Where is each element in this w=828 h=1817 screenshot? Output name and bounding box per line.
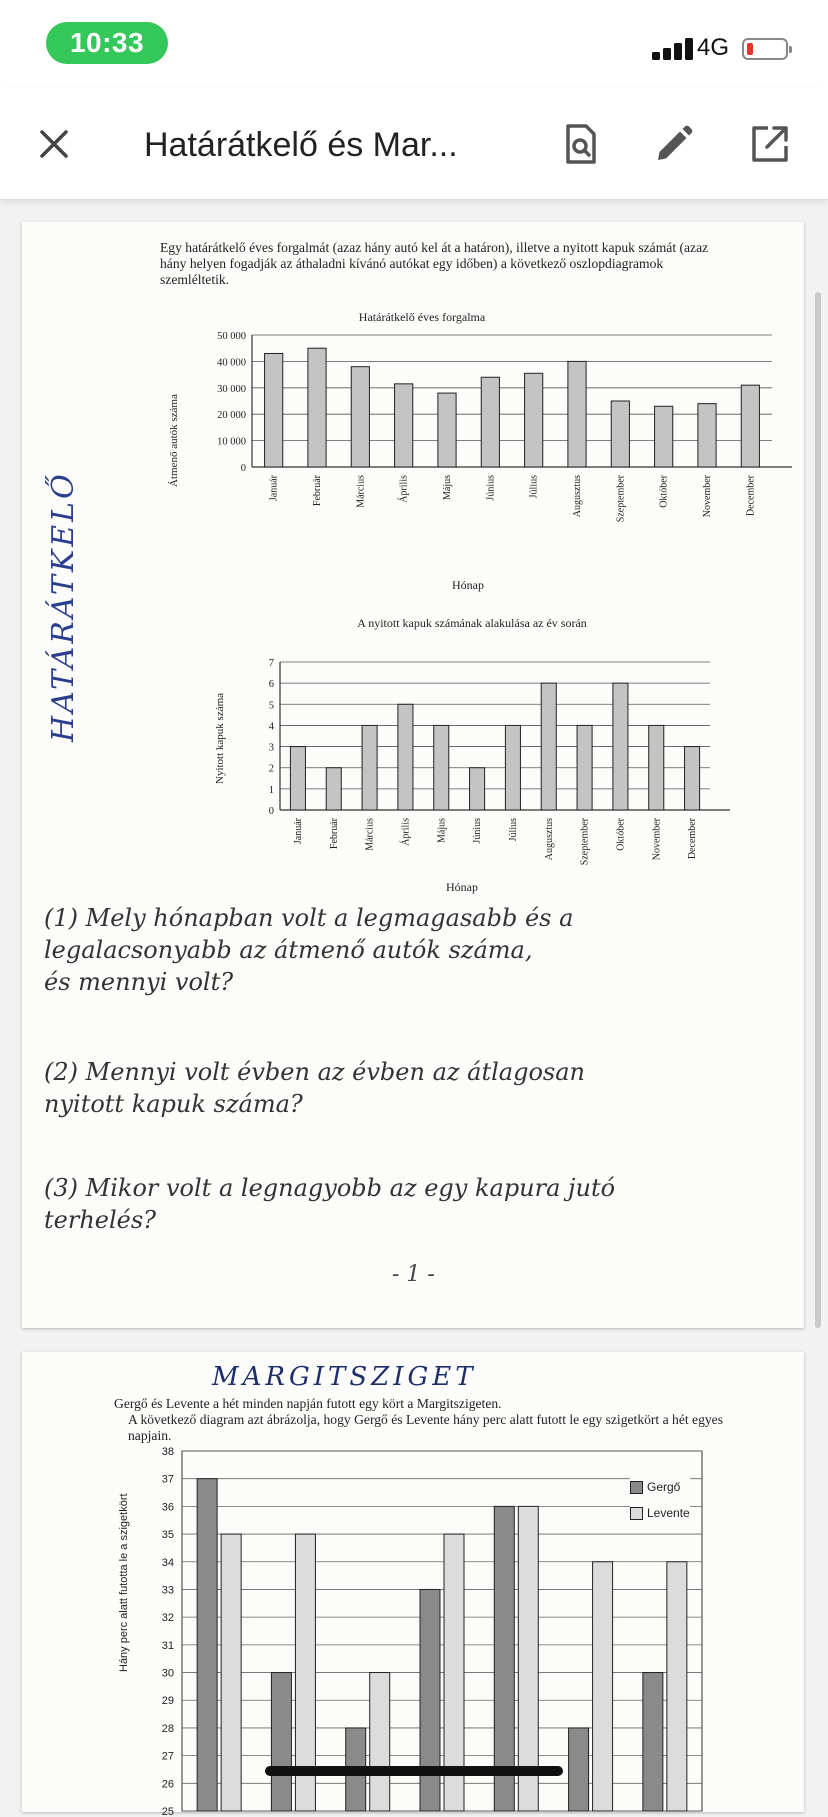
page2-intro-text: Gergő és Levente a hét minden napján futott egy kört a Margitszigeten. A következő diagram azt ábrázolja, hogy Gergő és Levente hány perc alatt futott le egy szigetkört a hét egyes napjain. [114, 1396, 723, 1443]
network-type: 4G [697, 34, 730, 61]
document-search-icon [558, 122, 602, 166]
chart2-title: A nyitott kapuk számának alakulása az év során [357, 616, 587, 630]
close-button[interactable] [34, 124, 74, 164]
bar [611, 401, 629, 467]
bar [655, 406, 673, 467]
x-tick-label: Április [400, 818, 412, 846]
x-tick-label: Augusztus [543, 818, 555, 861]
bar [434, 725, 449, 810]
bar [351, 367, 369, 467]
legend-item-levente: Levente [630, 1500, 690, 1526]
plot-frame [182, 1451, 702, 1811]
bar [525, 373, 543, 467]
bar [698, 404, 716, 467]
bar [569, 1728, 589, 1811]
open-external-button[interactable] [748, 122, 792, 166]
bar [326, 768, 341, 810]
question-2: (2) Mennyi volt évben az évben az átlagosan nyitott kapuk száma? [44, 1058, 585, 1118]
bar [577, 725, 592, 810]
bar [685, 747, 700, 810]
y-tick-label: 0 [268, 806, 274, 817]
bar [370, 1673, 390, 1811]
question-3: (3) Mikor volt a legnagyobb az egy kapura jutó terhelés? [44, 1174, 616, 1234]
question-1: (1) Mely hónapban volt a legmagasabb és a legalacsonyabb az átmenő autók száma, és mennyi volt? [44, 904, 574, 996]
x-tick-label: Január [268, 475, 280, 502]
y-tick-label: 2 [268, 763, 274, 775]
bar [613, 683, 628, 810]
bar [271, 1673, 291, 1811]
x-tick-label: Március [355, 475, 367, 508]
y-tick-label: 1 [268, 784, 274, 796]
y-tick-label: 29 [161, 1695, 174, 1708]
bar [505, 725, 520, 810]
bar [362, 725, 377, 810]
y-tick-label: 30 [161, 1667, 174, 1680]
bar [741, 385, 759, 467]
y-tick-label: 27 [161, 1750, 174, 1763]
handwritten-side-note: HATÁRÁTKELŐ [46, 471, 81, 742]
y-tick-label: 34 [161, 1556, 174, 1569]
chart1-y-axis-label: Átmenő autók száma [168, 394, 180, 487]
document-viewport[interactable] [0, 200, 828, 1817]
document-title: Határátkelő és Mar... [144, 126, 458, 164]
x-tick-label: December [745, 475, 757, 517]
bar [265, 353, 283, 467]
legend-item-gergo: Gergő [630, 1474, 690, 1500]
bar [568, 361, 586, 467]
x-tick-label: Május [436, 818, 448, 843]
bar [541, 683, 556, 810]
x-tick-label: November [651, 818, 663, 861]
search-in-document-button[interactable] [558, 122, 602, 166]
chart2-plot [232, 632, 732, 866]
bar [308, 348, 326, 467]
x-tick-label: Január [292, 818, 304, 845]
bar [395, 384, 413, 467]
y-tick-label: 7 [268, 658, 274, 669]
bar [593, 1562, 613, 1811]
scrollbar[interactable] [815, 292, 821, 1328]
chart3-legend [630, 1474, 690, 1526]
bar [649, 725, 664, 810]
home-indicator[interactable] [265, 1766, 563, 1776]
x-tick-label: Június [485, 475, 497, 501]
x-tick-label: Október [615, 818, 627, 851]
y-tick-label: 28 [161, 1722, 174, 1735]
chart3-y-axis-label: Hány perc alatt futotta le a szigetkört [118, 1493, 130, 1672]
x-tick-label: December [687, 818, 699, 860]
page-number: - 1 - [392, 1262, 435, 1287]
bar [481, 377, 499, 467]
signal-icon [652, 38, 694, 60]
bar [290, 747, 305, 810]
y-tick-label: 31 [161, 1639, 174, 1652]
x-tick-label: Március [364, 818, 376, 851]
pencil-icon [652, 122, 696, 166]
status-bar [0, 0, 828, 88]
y-tick-label: 10 000 [217, 436, 246, 448]
y-tick-label: 36 [161, 1501, 174, 1514]
viewer-toolbar [0, 88, 828, 200]
bar [438, 393, 456, 467]
y-tick-label: 3 [268, 742, 274, 754]
document-page-2 [22, 1352, 804, 1817]
bar [398, 704, 413, 810]
page2-handwritten-title: MARGITSZIGET [212, 1362, 477, 1392]
y-tick-label: 30 000 [217, 383, 246, 395]
x-tick-label: Április [398, 475, 410, 503]
x-tick-label: Október [658, 475, 670, 508]
y-tick-label: 4 [268, 721, 274, 733]
chart1-plot [192, 327, 757, 557]
y-tick-label: 35 [161, 1529, 174, 1542]
y-tick-label: 38 [161, 1446, 174, 1458]
x-tick-label: Július [507, 818, 519, 842]
y-tick-label: 6 [268, 679, 274, 691]
x-tick-label: Február [312, 475, 323, 507]
x-tick-label: Február [328, 818, 340, 850]
y-tick-label: 25 [161, 1806, 174, 1817]
x-tick-label: Szeptember [579, 818, 591, 866]
y-tick-label: 33 [161, 1584, 174, 1597]
y-tick-label: 32 [161, 1612, 174, 1625]
x-tick-label: Augusztus [572, 475, 583, 518]
bar [221, 1534, 241, 1811]
y-tick-label: 20 000 [217, 410, 246, 422]
bar [643, 1673, 663, 1811]
x-tick-label: Június [472, 818, 484, 844]
close-icon [34, 124, 74, 164]
edit-button[interactable] [652, 122, 696, 166]
x-tick-label: Május [442, 475, 453, 500]
chart2-x-axis-label: Hónap [446, 880, 478, 894]
open-external-icon [748, 122, 792, 166]
y-tick-label: 50 000 [217, 331, 246, 342]
chart1-x-axis-label: Hónap [452, 578, 484, 592]
y-tick-label: 0 [240, 463, 246, 474]
y-tick-label: 26 [161, 1778, 174, 1791]
y-tick-label: 5 [268, 700, 274, 712]
y-tick-label: 37 [161, 1473, 174, 1486]
x-tick-label: Július [528, 475, 540, 499]
x-tick-label: Szeptember [615, 475, 627, 523]
bar [667, 1562, 687, 1811]
bar [470, 768, 485, 810]
bar [420, 1589, 440, 1811]
battery-icon [742, 38, 788, 60]
y-tick-label: 40 000 [217, 357, 246, 369]
bar [197, 1479, 217, 1811]
document-page-1 [22, 222, 804, 1328]
page1-intro-text: Egy határátkelő éves forgalmát (azaz hány autó kel át a határon), illetve a nyitott kapuk számát (azaz hány helyen fogadják az áthaladni kívánó autókat egy időben) a következő oszlopdiagramok szemléltetik. [160, 240, 709, 287]
chart1-title: Határátkelő éves forgalma [358, 310, 486, 324]
chart2-y-axis-label: Nyitott kapuk száma [214, 692, 226, 784]
x-tick-label: November [702, 475, 713, 518]
status-time[interactable]: 10:33 [46, 22, 168, 64]
